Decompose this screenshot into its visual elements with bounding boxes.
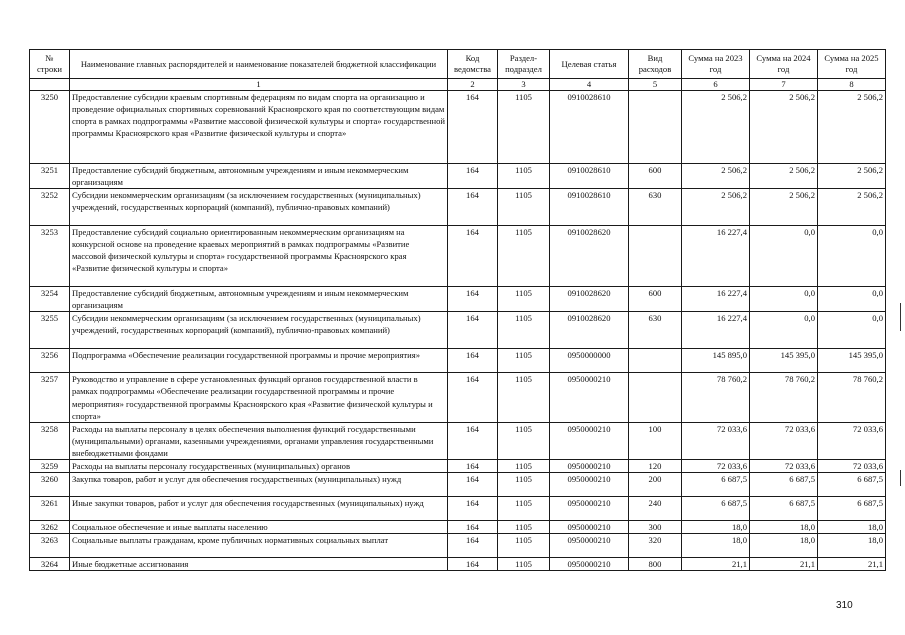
row-name-cell: Подпрограмма «Обеспечение реализации государственной программы и прочие мероприятия» (70, 349, 448, 373)
sum-2023-cell: 2 506,2 (682, 91, 750, 164)
sum-2024-cell: 6 687,5 (750, 497, 818, 521)
section-cell: 1105 (498, 349, 550, 373)
header-section: Раздел-подраздел (498, 50, 550, 79)
sum-2023-cell: 6 687,5 (682, 473, 750, 497)
exp-type-cell (629, 373, 682, 422)
target-cell: 0950000210 (550, 558, 629, 571)
row-number-cell: 3256 (30, 349, 70, 373)
row-name-cell: Расходы на выплаты персоналу государственных (муниципальных) органов (70, 460, 448, 473)
sum-2024-cell: 78 760,2 (750, 373, 818, 422)
section-cell: 1105 (498, 189, 550, 226)
header-sum-2024: Сумма на 2024 год (750, 50, 818, 79)
row-name-cell: Предоставление субсидий бюджетным, автономным учреждениям и иным некоммерческим организациям (70, 164, 448, 189)
row-number-cell: 3253 (30, 226, 70, 287)
header-row-no: № строки (30, 50, 70, 79)
section-cell: 1105 (498, 534, 550, 558)
exp-type-cell: 300 (629, 521, 682, 534)
section-cell: 1105 (498, 91, 550, 164)
row-number-cell: 3261 (30, 497, 70, 521)
dept-code-cell: 164 (448, 164, 498, 189)
exp-type-cell: 120 (629, 460, 682, 473)
table-row (30, 558, 886, 571)
dept-code-cell: 164 (448, 534, 498, 558)
row-name-cell: Субсидии некоммерческим организациям (за исключением государственных (муниципальных) учреждений, государственных корпораций (компаний), публично-правовых компаний) (70, 189, 448, 226)
target-cell: 0950000210 (550, 534, 629, 558)
sum-2023-cell: 18,0 (682, 534, 750, 558)
sum-2023-cell: 2 506,2 (682, 189, 750, 226)
table-body (30, 91, 886, 571)
dept-code-cell: 164 (448, 497, 498, 521)
row-number-cell: 3254 (30, 287, 70, 312)
table-row (30, 312, 886, 349)
target-cell: 0950000210 (550, 497, 629, 521)
sum-2025-cell: 0,0 (818, 287, 886, 312)
sum-2024-cell: 21,1 (750, 558, 818, 571)
row-number-cell: 3260 (30, 473, 70, 497)
column-number: 2 (448, 79, 498, 91)
sum-2025-cell: 2 506,2 (818, 91, 886, 164)
column-number (30, 79, 70, 91)
sum-2024-cell: 72 033,6 (750, 460, 818, 473)
exp-type-cell: 600 (629, 164, 682, 189)
exp-type-cell: 200 (629, 473, 682, 497)
table-row (30, 226, 886, 287)
dept-code-cell: 164 (448, 373, 498, 422)
row-name-cell: Социальное обеспечение и иные выплаты населению (70, 521, 448, 534)
table-row (30, 534, 886, 558)
row-number-cell: 3251 (30, 164, 70, 189)
scan-margin-mark (900, 303, 901, 331)
section-cell: 1105 (498, 521, 550, 534)
sum-2025-cell: 18,0 (818, 534, 886, 558)
row-number-cell: 3264 (30, 558, 70, 571)
sum-2023-cell: 2 506,2 (682, 164, 750, 189)
exp-type-cell (629, 91, 682, 164)
sum-2023-cell: 16 227,4 (682, 312, 750, 349)
exp-type-cell: 320 (629, 534, 682, 558)
sum-2023-cell: 16 227,4 (682, 226, 750, 287)
dept-code-cell: 164 (448, 189, 498, 226)
dept-code-cell: 164 (448, 349, 498, 373)
header-row (30, 50, 886, 79)
dept-code-cell: 164 (448, 422, 498, 459)
sum-2025-cell: 21,1 (818, 558, 886, 571)
exp-type-cell (629, 226, 682, 287)
sum-2023-cell: 16 227,4 (682, 287, 750, 312)
table-row (30, 497, 886, 521)
sum-2025-cell: 78 760,2 (818, 373, 886, 422)
exp-type-cell: 240 (629, 497, 682, 521)
row-name-cell: Руководство и управление в сфере установленных функций органов государственной власти в рамках подпрограммы «Обеспечение реализации государственной программы и прочие мероприятия» государственной программы Красноярского края «Развитие физической культуры и спорта» (70, 373, 448, 422)
section-cell: 1105 (498, 373, 550, 422)
target-cell: 0910028610 (550, 91, 629, 164)
row-name-cell: Социальные выплаты гражданам, кроме публичных нормативных социальных выплат (70, 534, 448, 558)
row-name-cell: Предоставление субсидий бюджетным, автономным учреждениям и иным некоммерческим организациям (70, 287, 448, 312)
table-row (30, 521, 886, 534)
row-name-cell: Предоставление субсидий социально ориентированным некоммерческим организациям на конкурсной основе на проведение краевых мероприятий в рамках подпрограммы «Развитие массовой физической культуры и спорта» государственной программы Красноярского края «Развитие физической культуры и спорта» (70, 226, 448, 287)
row-number-cell: 3263 (30, 534, 70, 558)
sum-2025-cell: 2 506,2 (818, 164, 886, 189)
row-name-cell: Предоставление субсидии краевым спортивным федерациям по видам спорта на организацию и проведение официальных спортивных соревнований Красноярского края по соответствующим видам спорта в рамках подпрограммы «Развитие массовой физической культуры и спорта» государственной программы Красноярского края «Развитие физической культуры и спорта» (70, 91, 448, 164)
header-sum-2023: Сумма на 2023 год (682, 50, 750, 79)
sum-2025-cell: 72 033,6 (818, 422, 886, 459)
table-row (30, 373, 886, 422)
table-row (30, 422, 886, 459)
row-name-cell: Расходы на выплаты персоналу в целях обеспечения выполнения функций государственными (муниципальными) органами, казенными учреждениями, органами управления государственными внебюджетными фондами (70, 422, 448, 459)
section-cell: 1105 (498, 473, 550, 497)
column-number: 8 (818, 79, 886, 91)
table-row (30, 164, 886, 189)
column-number: 4 (550, 79, 629, 91)
target-cell: 0950000210 (550, 521, 629, 534)
dept-code-cell: 164 (448, 287, 498, 312)
section-cell: 1105 (498, 226, 550, 287)
sum-2024-cell: 2 506,2 (750, 91, 818, 164)
table-row (30, 189, 886, 226)
row-number-cell: 3250 (30, 91, 70, 164)
header-dept-code: Код ведомства (448, 50, 498, 79)
sum-2025-cell: 2 506,2 (818, 189, 886, 226)
exp-type-cell: 600 (629, 287, 682, 312)
sum-2024-cell: 2 506,2 (750, 189, 818, 226)
sum-2024-cell: 72 033,6 (750, 422, 818, 459)
section-cell: 1105 (498, 164, 550, 189)
sum-2023-cell: 78 760,2 (682, 373, 750, 422)
column-number: 1 (70, 79, 448, 91)
exp-type-cell: 630 (629, 189, 682, 226)
sum-2025-cell: 6 687,5 (818, 497, 886, 521)
row-name-cell: Закупка товаров, работ и услуг для обеспечения государственных (муниципальных) нужд (70, 473, 448, 497)
sum-2024-cell: 145 395,0 (750, 349, 818, 373)
sum-2025-cell: 0,0 (818, 312, 886, 349)
sum-2025-cell: 0,0 (818, 226, 886, 287)
target-cell: 0910028620 (550, 312, 629, 349)
dept-code-cell: 164 (448, 91, 498, 164)
section-cell: 1105 (498, 422, 550, 459)
budget-table (29, 49, 886, 571)
row-number-cell: 3255 (30, 312, 70, 349)
header-exp-type: Вид расходов (629, 50, 682, 79)
sum-2024-cell: 6 687,5 (750, 473, 818, 497)
sum-2024-cell: 0,0 (750, 287, 818, 312)
sum-2023-cell: 18,0 (682, 521, 750, 534)
table-row (30, 349, 886, 373)
sum-2023-cell: 145 895,0 (682, 349, 750, 373)
section-cell: 1105 (498, 558, 550, 571)
sum-2025-cell: 6 687,5 (818, 473, 886, 497)
section-cell: 1105 (498, 460, 550, 473)
header-sum-2025: Сумма на 2025 год (818, 50, 886, 79)
target-cell: 0950000210 (550, 473, 629, 497)
sum-2024-cell: 0,0 (750, 312, 818, 349)
sum-2024-cell: 0,0 (750, 226, 818, 287)
section-cell: 1105 (498, 497, 550, 521)
dept-code-cell: 164 (448, 460, 498, 473)
column-number: 6 (682, 79, 750, 91)
exp-type-cell: 100 (629, 422, 682, 459)
header-target: Целевая статья (550, 50, 629, 79)
target-cell: 0950000210 (550, 373, 629, 422)
table-row (30, 91, 886, 164)
table-row (30, 460, 886, 473)
sum-2024-cell: 18,0 (750, 521, 818, 534)
dept-code-cell: 164 (448, 226, 498, 287)
target-cell: 0950000210 (550, 422, 629, 459)
header-name: Наименование главных распорядителей и наименование показателей бюджетной классификации (70, 50, 448, 79)
section-cell: 1105 (498, 312, 550, 349)
target-cell: 0950000000 (550, 349, 629, 373)
sum-2024-cell: 18,0 (750, 534, 818, 558)
sum-2025-cell: 72 033,6 (818, 460, 886, 473)
target-cell: 0910028610 (550, 164, 629, 189)
row-name-cell: Субсидии некоммерческим организациям (за исключением государственных (муниципальных) учреждений, государственных корпораций (компаний), публично-правовых компаний) (70, 312, 448, 349)
sum-2023-cell: 21,1 (682, 558, 750, 571)
table-row (30, 473, 886, 497)
row-name-cell: Иные закупки товаров, работ и услуг для обеспечения государственных (муниципальных) нужд (70, 497, 448, 521)
dept-code-cell: 164 (448, 558, 498, 571)
row-number-cell: 3257 (30, 373, 70, 422)
section-cell: 1105 (498, 287, 550, 312)
sum-2025-cell: 18,0 (818, 521, 886, 534)
row-number-cell: 3262 (30, 521, 70, 534)
exp-type-cell: 630 (629, 312, 682, 349)
target-cell: 0910028610 (550, 189, 629, 226)
row-number-cell: 3258 (30, 422, 70, 459)
column-number-row (30, 79, 886, 91)
row-number-cell: 3252 (30, 189, 70, 226)
exp-type-cell: 800 (629, 558, 682, 571)
column-number: 3 (498, 79, 550, 91)
target-cell: 0910028620 (550, 287, 629, 312)
dept-code-cell: 164 (448, 521, 498, 534)
target-cell: 0950000210 (550, 460, 629, 473)
column-number: 5 (629, 79, 682, 91)
sum-2024-cell: 2 506,2 (750, 164, 818, 189)
dept-code-cell: 164 (448, 312, 498, 349)
row-name-cell: Иные бюджетные ассигнования (70, 558, 448, 571)
page-number: 310 (836, 600, 853, 611)
table-row (30, 287, 886, 312)
sum-2023-cell: 72 033,6 (682, 422, 750, 459)
sum-2023-cell: 72 033,6 (682, 460, 750, 473)
column-number: 7 (750, 79, 818, 91)
target-cell: 0910028620 (550, 226, 629, 287)
exp-type-cell (629, 349, 682, 373)
sum-2025-cell: 145 395,0 (818, 349, 886, 373)
dept-code-cell: 164 (448, 473, 498, 497)
scan-margin-mark (900, 470, 901, 486)
row-number-cell: 3259 (30, 460, 70, 473)
sum-2023-cell: 6 687,5 (682, 497, 750, 521)
